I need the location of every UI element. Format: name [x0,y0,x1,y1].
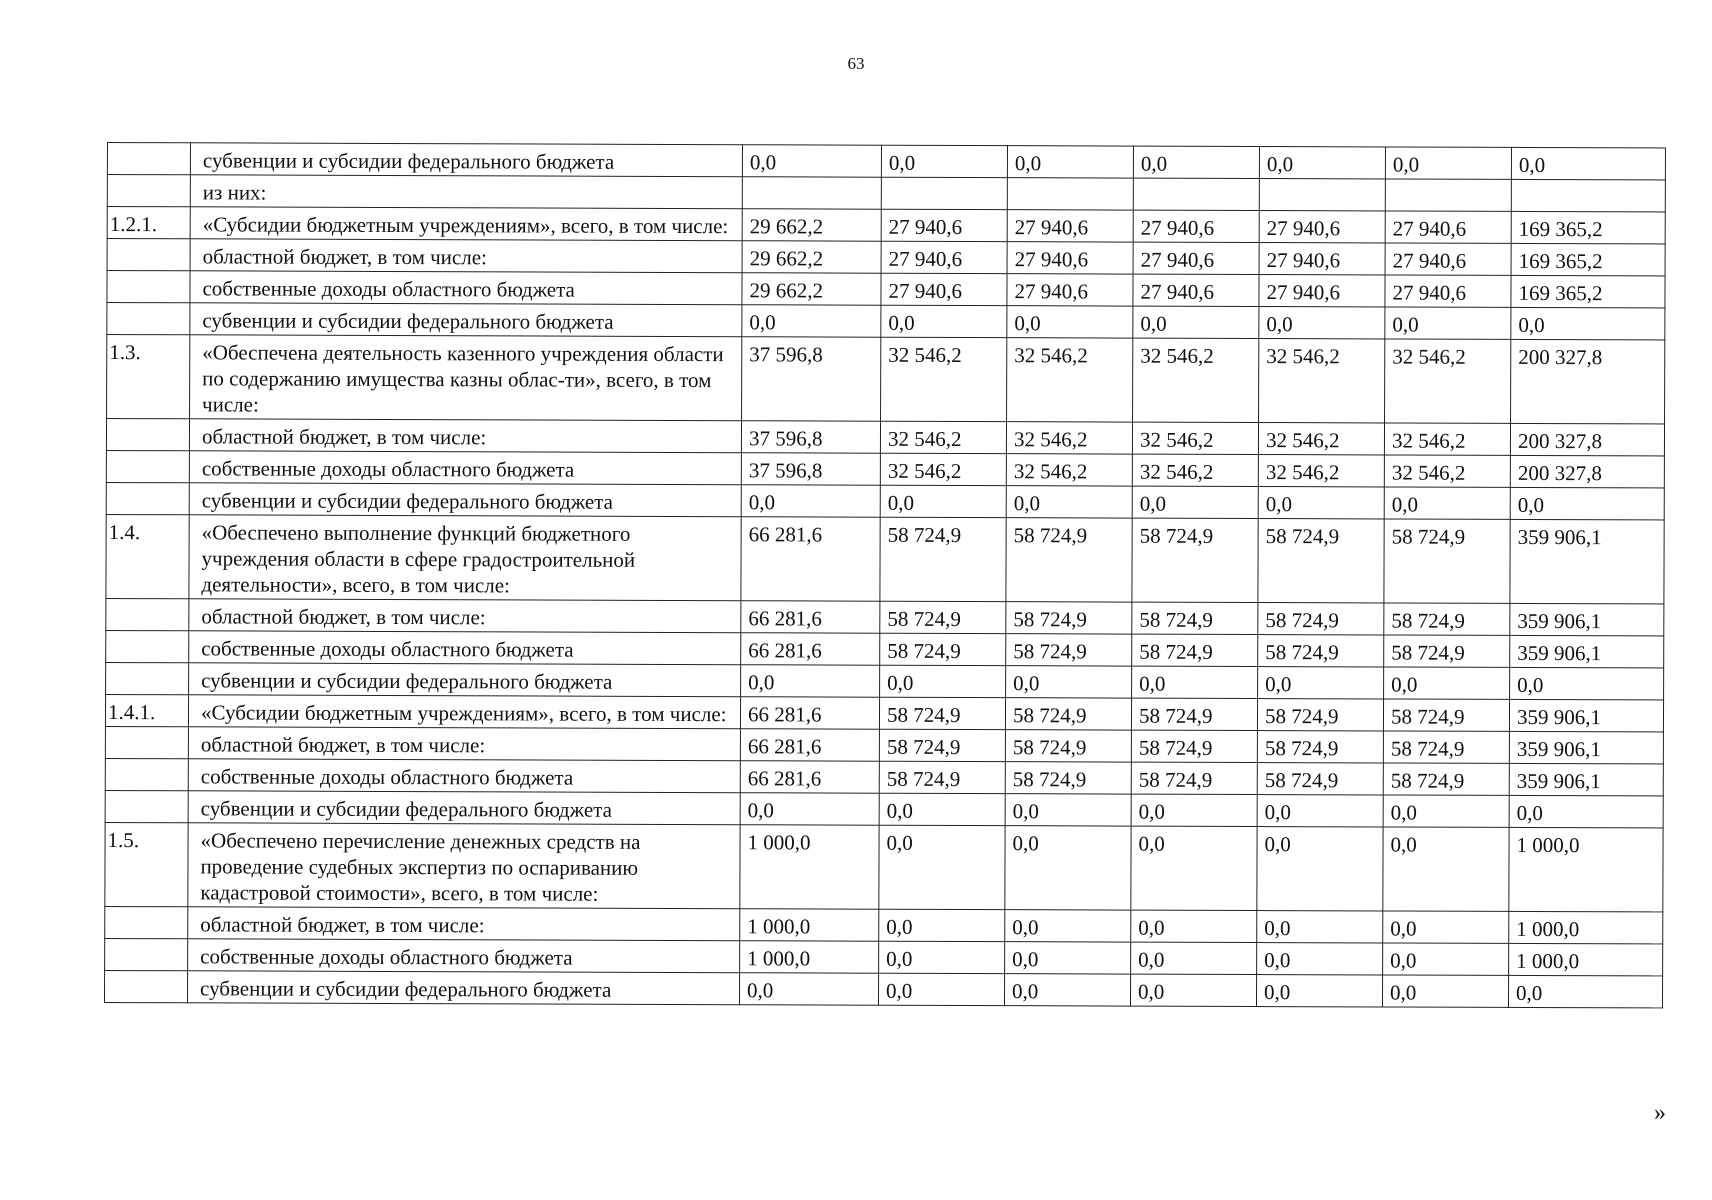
row-name: собственные доходы областного бюджета [188,759,740,793]
table-row [105,726,1663,763]
value-cell: 0,0 [1131,910,1257,942]
row-name: «Обеспечено перечисление денежных средств на проведение судебных экспертиз по оспариванию кадастровой стоимости», всего, в том числе: [188,823,740,909]
value-cell: 66 281,6 [741,517,880,601]
row-code [105,906,188,938]
row-name: субвенции и субсидии федерального бюджета [189,663,741,697]
table-row [106,630,1664,667]
value-cell: 0,0 [880,665,1006,697]
value-cell: 58 724,9 [1006,634,1132,666]
value-cell: 0,0 [1005,826,1131,910]
table-row [106,514,1664,603]
value-cell: 32 546,2 [880,421,1006,453]
table-row [107,239,1665,276]
value-cell: 0,0 [1258,487,1384,519]
value-cell: 27 940,6 [1133,210,1259,242]
value-cell: 27 940,6 [1259,275,1385,307]
value-cell: 66 281,6 [740,729,879,761]
value-cell: 32 546,2 [1384,455,1510,487]
value-cell: 0,0 [741,485,880,517]
value-cell: 0,0 [1130,974,1256,1006]
row-name: собственные доходы областного бюджета [189,451,741,485]
row-code [107,271,190,303]
row-name: областной бюджет, в том числе: [189,419,741,453]
value-cell: 58 724,9 [1132,602,1258,634]
value-cell: 1 000,0 [1509,911,1663,944]
value-cell: 0,0 [1258,667,1384,699]
table-row [106,482,1664,519]
row-code [107,175,190,207]
value-cell: 0,0 [1382,975,1508,1007]
value-cell: 0,0 [1383,943,1509,975]
row-code [105,790,188,822]
value-cell: 0,0 [1508,975,1662,1008]
value-cell: 27 940,6 [1007,210,1133,242]
value-cell: 0,0 [1510,487,1664,520]
value-cell: 32 546,2 [1132,422,1258,454]
row-code: 1.5. [105,822,188,906]
value-cell: 58 724,9 [1383,763,1509,795]
value-cell: 58 724,9 [1005,730,1131,762]
value-cell: 0,0 [1257,911,1383,943]
value-cell: 0,0 [1259,147,1385,179]
value-cell: 0,0 [1383,911,1509,943]
row-code: 1.2.1. [107,207,190,239]
row-code: 1.4.1. [105,694,188,726]
value-cell: 32 546,2 [1133,338,1259,422]
value-cell: 0,0 [1256,975,1382,1007]
value-cell: 0,0 [1511,307,1665,340]
table-row [107,335,1665,424]
value-cell: 0,0 [879,793,1005,825]
value-cell: 0,0 [740,793,879,825]
value-cell: 200 327,8 [1511,339,1665,424]
value-cell: 58 724,9 [1258,603,1384,635]
table-row [106,450,1664,487]
row-code [107,143,190,175]
value-cell: 0,0 [880,485,1006,517]
row-code: 1.4. [106,514,189,598]
value-cell: 359 906,1 [1509,731,1663,764]
table-row [106,419,1664,456]
row-code [105,938,188,970]
value-cell: 58 724,9 [1005,762,1131,794]
value-cell: 27 940,6 [1385,243,1511,275]
value-cell: 0,0 [1005,794,1131,826]
page-number: 63 [847,54,865,73]
table-row [106,662,1664,699]
value-cell: 32 546,2 [1259,339,1385,423]
value-cell: 0,0 [1131,826,1257,910]
value-cell: 0,0 [881,145,1007,177]
value-cell [1259,179,1385,211]
value-cell: 58 724,9 [1006,518,1132,602]
value-cell: 0,0 [742,145,881,177]
table-row [107,303,1665,340]
row-code [107,303,190,335]
row-name: «Обеспечено выполнение функций бюджетного учреждения области в сфере градостроительной деятельности», всего, в том числе: [189,515,741,601]
value-cell: 0,0 [1385,147,1511,179]
value-cell: 1 000,0 [740,825,879,909]
table-body [104,143,1665,1008]
value-cell: 0,0 [739,973,878,1005]
value-cell: 58 724,9 [1383,699,1509,731]
value-cell: 0,0 [1510,667,1664,700]
value-cell: 27 940,6 [1007,274,1133,306]
table-row [106,598,1664,635]
table-row [105,906,1663,943]
value-cell: 29 662,2 [742,273,881,305]
row-name: субвенции и субсидии федерального бюджета [189,483,741,517]
value-cell: 27 940,6 [881,209,1007,241]
value-cell: 27 940,6 [1133,242,1259,274]
row-name: «Обеспечена деятельность казенного учреждения области по содержанию имущества казны облас-ти», всего, в том числе: [190,335,742,421]
value-cell: 0,0 [1385,307,1511,339]
value-cell: 27 940,6 [881,273,1007,305]
table-row [107,175,1665,212]
value-cell: 58 724,9 [1384,519,1510,603]
value-cell: 58 724,9 [1257,731,1383,763]
value-cell: 0,0 [1383,795,1509,827]
table-row [105,758,1663,795]
value-cell: 32 546,2 [1385,339,1511,423]
value-cell: 359 906,1 [1510,519,1664,604]
value-cell: 58 724,9 [1257,699,1383,731]
row-name: субвенции и субсидии федерального бюджета [187,971,739,1005]
row-code [106,450,189,482]
row-name: областной бюджет, в том числе: [188,727,740,761]
row-name: собственные доходы областного бюджета [190,271,742,305]
value-cell: 32 546,2 [1384,423,1510,455]
value-cell: 58 724,9 [1131,698,1257,730]
value-cell: 32 546,2 [1006,422,1132,454]
value-cell: 0,0 [1006,486,1132,518]
table-row [105,822,1663,911]
table-row [107,143,1665,180]
value-cell: 0,0 [1004,974,1130,1006]
value-cell: 0,0 [878,973,1004,1005]
value-cell: 58 724,9 [1257,763,1383,795]
value-cell: 29 662,2 [742,241,881,273]
value-cell [881,177,1007,209]
value-cell: 0,0 [1131,794,1257,826]
value-cell: 169 365,2 [1511,275,1665,308]
value-cell: 0,0 [1006,666,1132,698]
value-cell: 58 724,9 [879,697,1005,729]
table-row [105,790,1663,827]
value-cell: 27 940,6 [1259,211,1385,243]
value-cell: 58 724,9 [879,729,1005,761]
row-code [106,662,189,694]
value-cell: 27 940,6 [881,241,1007,273]
budget-table [104,142,1666,1008]
value-cell: 0,0 [879,909,1005,941]
value-cell: 32 546,2 [881,337,1007,421]
table-row [105,938,1663,975]
value-cell: 58 724,9 [1383,731,1509,763]
value-cell: 58 724,9 [1132,518,1258,602]
value-cell [742,177,881,209]
value-cell: 0,0 [1257,827,1383,911]
value-cell: 200 327,8 [1510,423,1664,456]
row-code [106,630,189,662]
value-cell: 0,0 [879,941,1005,973]
value-cell: 1 000,0 [740,941,879,973]
value-cell: 0,0 [881,305,1007,337]
row-code [106,419,189,451]
value-cell: 32 546,2 [1007,338,1133,422]
row-code [106,482,189,514]
value-cell: 359 906,1 [1509,699,1663,732]
value-cell: 32 546,2 [1258,455,1384,487]
value-cell: 58 724,9 [880,517,1006,601]
value-cell: 58 724,9 [880,601,1006,633]
value-cell: 27 940,6 [1385,211,1511,243]
table-row [105,694,1663,731]
value-cell: 66 281,6 [740,761,879,793]
value-cell [1007,178,1133,210]
row-name: собственные доходы областного бюджета [189,631,741,665]
table-row [104,970,1662,1007]
row-name: «Субсидии бюджетным учреждениям», всего, в том числе: [188,695,740,729]
value-cell: 0,0 [1257,943,1383,975]
row-name: из них: [190,175,742,209]
value-cell: 0,0 [1509,795,1663,828]
value-cell: 58 724,9 [1005,698,1131,730]
row-name: областной бюджет, в том числе: [188,907,740,941]
value-cell: 58 724,9 [1384,635,1510,667]
value-cell: 58 724,9 [1258,519,1384,603]
value-cell: 32 546,2 [1132,454,1258,486]
value-cell: 32 546,2 [1258,423,1384,455]
value-cell: 0,0 [1005,910,1131,942]
row-code: 1.3. [107,335,190,419]
value-cell: 1 000,0 [1509,943,1663,976]
value-cell: 200 327,8 [1510,455,1664,488]
value-cell: 58 724,9 [880,633,1006,665]
value-cell: 0,0 [1384,487,1510,519]
value-cell [1133,178,1259,210]
value-cell: 66 281,6 [741,601,880,633]
row-code [107,239,190,271]
value-cell [1511,179,1665,212]
value-cell: 359 906,1 [1509,763,1663,796]
value-cell: 0,0 [1133,146,1259,178]
row-code [105,726,188,758]
value-cell: 169 365,2 [1511,211,1665,244]
value-cell: 37 596,8 [741,453,880,485]
row-name: областной бюджет, в том числе: [190,239,742,273]
value-cell: 169 365,2 [1511,243,1665,276]
table-row [107,271,1665,308]
row-name: «Субсидии бюджетным учреждениям», всего, в том числе: [190,207,742,241]
value-cell: 0,0 [1131,942,1257,974]
row-name: областной бюджет, в том числе: [189,599,741,633]
value-cell: 359 906,1 [1510,635,1664,668]
continuation-mark: » [1654,1100,1666,1126]
row-code [105,758,188,790]
value-cell: 27 940,6 [1385,275,1511,307]
value-cell: 1 000,0 [740,909,879,941]
value-cell: 58 724,9 [1131,730,1257,762]
value-cell: 58 724,9 [1132,634,1258,666]
row-name: субвенции и субсидии федерального бюджета [188,791,740,825]
row-name: собственные доходы областного бюджета [188,939,740,973]
value-cell: 359 906,1 [1510,603,1664,636]
value-cell: 0,0 [741,665,880,697]
value-cell: 0,0 [1133,306,1259,338]
value-cell: 37 596,8 [741,421,880,453]
value-cell: 0,0 [1007,306,1133,338]
value-cell: 0,0 [1132,666,1258,698]
value-cell: 0,0 [742,305,881,337]
value-cell: 29 662,2 [742,209,881,241]
value-cell: 0,0 [1005,942,1131,974]
value-cell: 0,0 [1383,827,1509,911]
value-cell: 37 596,8 [742,337,881,421]
value-cell: 66 281,6 [740,697,879,729]
value-cell: 58 724,9 [1006,602,1132,634]
value-cell: 0,0 [1007,146,1133,178]
value-cell: 1 000,0 [1509,827,1663,912]
value-cell: 0,0 [1384,667,1510,699]
value-cell: 32 546,2 [880,453,1006,485]
value-cell: 58 724,9 [1131,762,1257,794]
row-name: субвенции и субсидии федерального бюджета [190,143,742,177]
value-cell: 66 281,6 [741,633,880,665]
value-cell: 0,0 [1259,307,1385,339]
value-cell: 27 940,6 [1259,243,1385,275]
value-cell: 0,0 [1511,147,1665,180]
value-cell: 0,0 [1132,486,1258,518]
table-row [107,207,1665,244]
value-cell: 58 724,9 [1258,635,1384,667]
value-cell: 27 940,6 [1133,274,1259,306]
value-cell: 0,0 [879,825,1005,909]
value-cell [1385,179,1511,211]
value-cell: 58 724,9 [1384,603,1510,635]
row-code [106,598,189,630]
value-cell: 0,0 [1257,795,1383,827]
row-code [104,970,187,1002]
value-cell: 27 940,6 [1007,242,1133,274]
row-name: субвенции и субсидии федерального бюджета [190,303,742,337]
value-cell: 58 724,9 [879,761,1005,793]
value-cell: 32 546,2 [1006,454,1132,486]
